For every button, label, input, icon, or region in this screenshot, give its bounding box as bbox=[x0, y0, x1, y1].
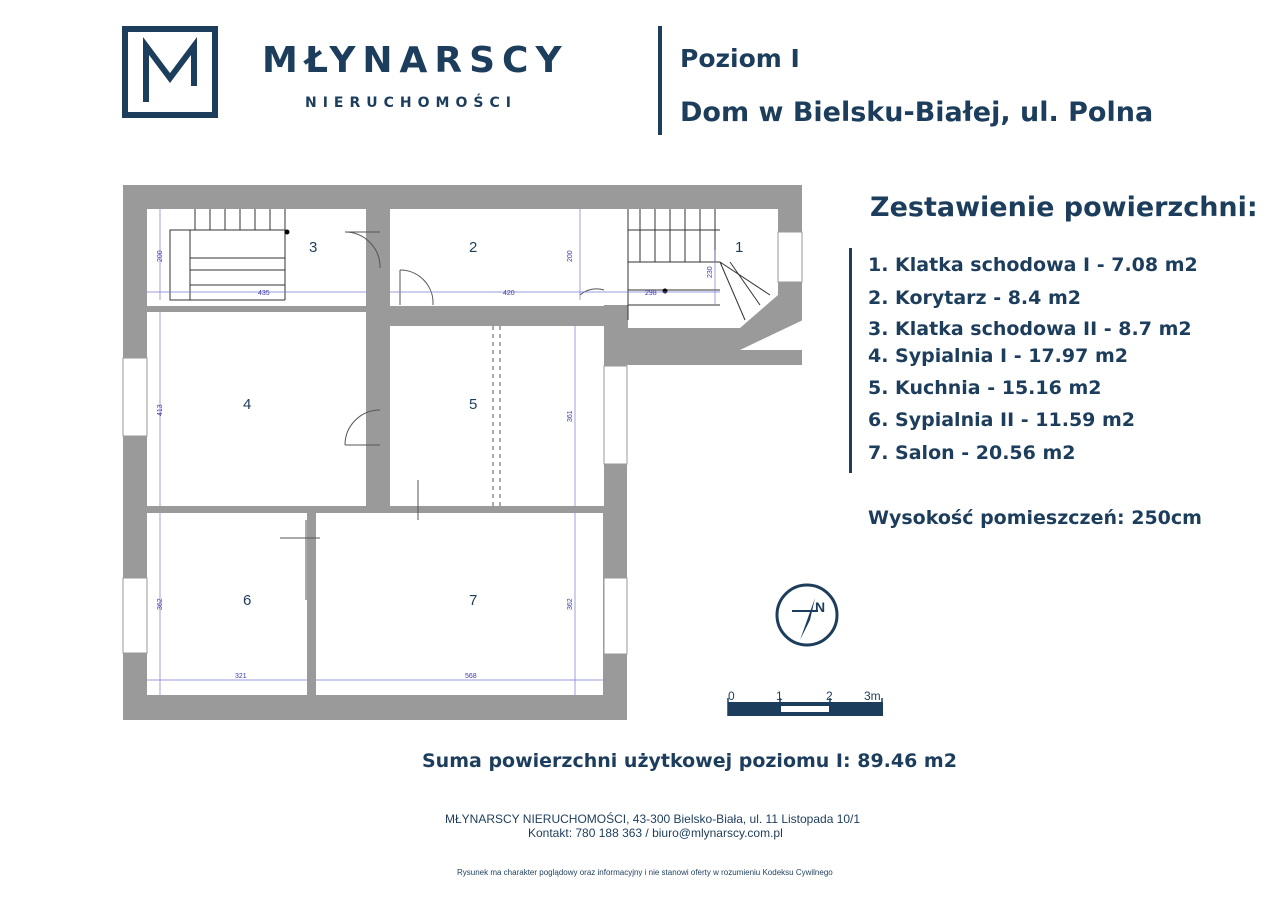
dimension-label: 362 bbox=[567, 598, 574, 610]
room-number: 3 bbox=[309, 239, 318, 256]
dimension-label: 413 bbox=[157, 404, 164, 416]
scale-label: 2 bbox=[826, 689, 833, 703]
scale-label: 3m bbox=[864, 689, 881, 703]
dimension-label: 298 bbox=[645, 290, 657, 297]
property-title: Dom w Bielsku-Białej, ul. Polna bbox=[680, 97, 1154, 128]
room-number: 2 bbox=[469, 239, 478, 256]
footer-disclaimer: Rysunek ma charakter poglądowy oraz informacyjny i nie stanowi oferty w rozumieniu Kodeksu Cywilnego bbox=[457, 868, 833, 877]
compass-label: N bbox=[815, 599, 826, 615]
dimension-label: 230 bbox=[707, 266, 714, 278]
room-number: 7 bbox=[469, 592, 478, 609]
room-number: 4 bbox=[243, 396, 252, 413]
footer-contact: Kontakt: 780 188 363 / biuro@mlynarscy.com.pl bbox=[528, 826, 783, 840]
brand-name: MŁYNARSCY bbox=[262, 40, 569, 81]
dimension-label: 420 bbox=[503, 290, 515, 297]
room-number: 6 bbox=[243, 592, 252, 609]
room-number: 1 bbox=[735, 239, 744, 256]
room-list-item: 2. Korytarz - 8.4 m2 bbox=[868, 287, 1081, 309]
dimension-label: 361 bbox=[567, 410, 574, 422]
walls bbox=[123, 185, 803, 721]
total-area: Suma powierzchni użytkowej poziomu I: 89.46 m2 bbox=[422, 750, 957, 772]
room-number: 5 bbox=[469, 396, 478, 413]
room-height: Wysokość pomieszczeń: 250cm bbox=[868, 507, 1202, 529]
room-list-item: 5. Kuchnia - 15.16 m2 bbox=[868, 377, 1102, 399]
brand-tagline: NIERUCHOMOŚCI bbox=[305, 95, 517, 111]
room-list-item: 3. Klatka schodowa II - 8.7 m2 bbox=[868, 318, 1192, 340]
scale-label: 0 bbox=[728, 689, 735, 703]
scale-label: 1 bbox=[776, 689, 783, 703]
dimension-label: 200 bbox=[567, 250, 574, 262]
footer-address: MŁYNARSCY NIERUCHOMOŚCI, 43-300 Bielsko-Biała, ul. 11 Listopada 10/1 bbox=[445, 812, 861, 826]
level-title: Poziom I bbox=[680, 44, 800, 73]
room-list-item: 6. Sypialnia II - 11.59 m2 bbox=[868, 409, 1136, 431]
stairs-marker bbox=[285, 230, 290, 235]
stairs-marker bbox=[663, 289, 668, 294]
dimension-label: 435 bbox=[258, 290, 270, 297]
room-list-item: 7. Salon - 20.56 m2 bbox=[868, 442, 1076, 464]
summary-heading: Zestawienie powierzchni: bbox=[870, 192, 1258, 223]
room-list-item: 4. Sypialnia I - 17.97 m2 bbox=[868, 345, 1128, 367]
dimension-label: 568 bbox=[465, 673, 477, 680]
dimension-label: 362 bbox=[157, 598, 164, 610]
room-list-item: 1. Klatka schodowa I - 7.08 m2 bbox=[868, 254, 1198, 276]
dimension-label: 321 bbox=[235, 673, 247, 680]
dimension-label: 200 bbox=[157, 250, 164, 262]
